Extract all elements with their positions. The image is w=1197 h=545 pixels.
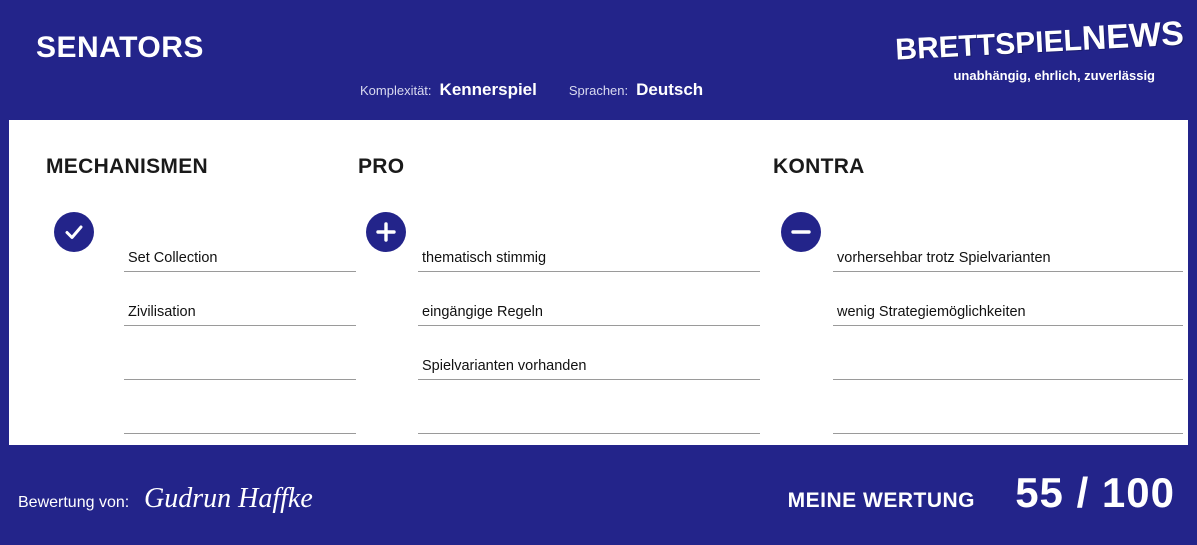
list-item <box>833 218 1183 272</box>
complexity-label: Komplexität: <box>360 83 432 98</box>
complexity-value: Kennerspiel <box>439 80 537 99</box>
list-item <box>833 380 1183 434</box>
list-item <box>124 272 356 326</box>
list-item <box>833 272 1183 326</box>
brand-logo-wordmark <box>894 14 1185 67</box>
list-item <box>418 326 760 380</box>
score-label: MEINE WERTUNG <box>787 489 975 512</box>
kontra-list <box>833 218 1183 434</box>
list-item-text: wenig Strategiemöglichkeiten <box>837 304 1026 320</box>
brand-logo-part2: NEWS <box>1080 14 1185 58</box>
list-item <box>833 326 1183 380</box>
list-item <box>124 326 356 380</box>
complexity-group <box>360 80 537 100</box>
game-meta <box>360 80 703 100</box>
list-item-text: eingängige Regeln <box>422 304 543 320</box>
rater-name: Gudrun Haffke <box>144 483 313 514</box>
list-item <box>124 380 356 434</box>
content-card <box>9 120 1188 445</box>
languages-label: Sprachen: <box>568 83 629 98</box>
header <box>0 0 1197 120</box>
brand-logo-part1: BRETTSPIEL <box>894 23 1083 67</box>
check-icon <box>54 212 94 252</box>
list-item-text: Spielvarianten vorhanden <box>422 358 587 374</box>
score-value: 55 / 100 <box>1015 469 1175 516</box>
rater-label: Bewertung von: <box>18 494 130 511</box>
brand-logo <box>894 14 1185 83</box>
brand-tagline: unabhängig, ehrlich, zuverlässig <box>953 68 1155 83</box>
mechanisms-list <box>124 218 356 434</box>
column-title-mechanisms: MECHANISMEN <box>46 155 208 178</box>
list-item-text: vorhersehbar trotz Spielvarianten <box>837 250 1051 266</box>
languages-group <box>569 80 703 100</box>
pro-list <box>418 218 760 434</box>
page-title: SENATORS <box>36 31 204 64</box>
list-item-text: thematisch stimmig <box>422 250 547 266</box>
list-item <box>124 218 356 272</box>
list-item <box>418 218 760 272</box>
list-item <box>418 380 760 434</box>
column-title-kontra: KONTRA <box>773 155 865 178</box>
list-item <box>418 272 760 326</box>
list-item-text: Set Collection <box>128 250 218 266</box>
list-item-text: Zivilisation <box>128 304 196 320</box>
minus-icon <box>781 212 821 252</box>
column-title-pro: PRO <box>358 155 405 178</box>
columns <box>9 120 1188 445</box>
languages-value: Deutsch <box>636 80 704 99</box>
plus-icon <box>366 212 406 252</box>
